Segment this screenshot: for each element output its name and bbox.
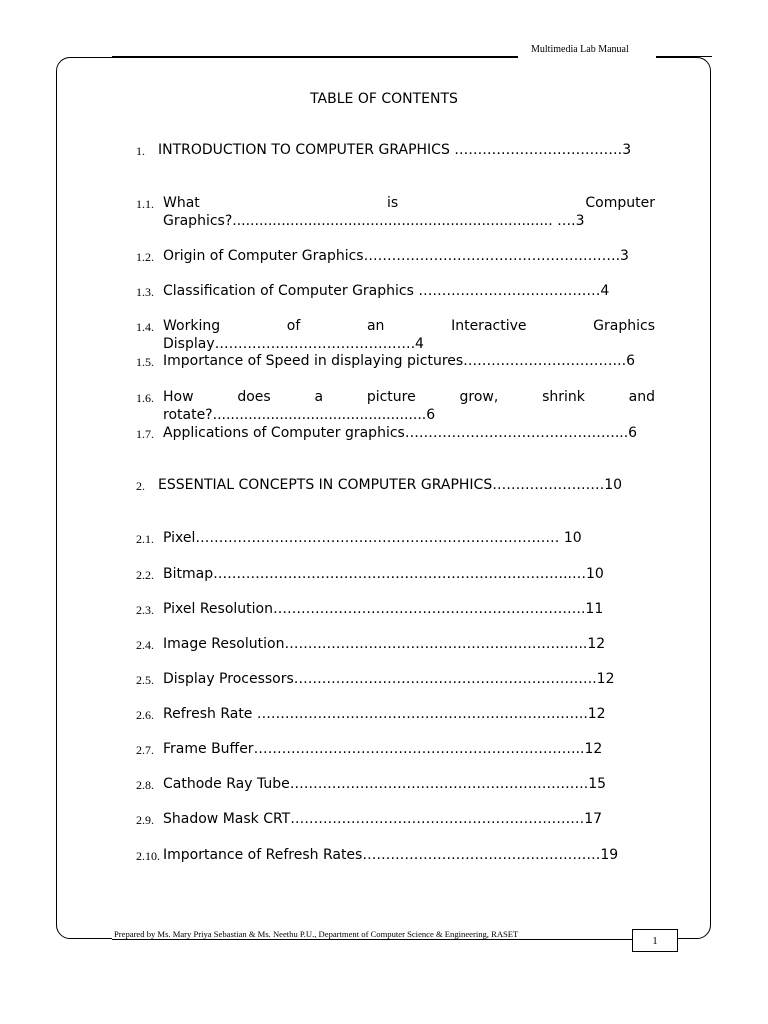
toc-text: Frame Buffer……………………………………………………………..12 — [163, 741, 603, 757]
toc-number: 2.9. — [136, 813, 154, 827]
toc-entry-2-5[interactable] — [136, 671, 655, 689]
toc-text: Importance of Speed in displaying pictures……………………………..6 — [163, 353, 635, 369]
toc-number: 1.3. — [136, 285, 154, 299]
toc-text: What is Computer Graphics?........................................................................ ….3 — [163, 195, 655, 229]
toc-text: Display Processors…………………………………………………….….12 — [163, 671, 615, 687]
header-rule — [112, 56, 518, 57]
toc-number: 2. — [136, 479, 145, 493]
toc-number: 2.6. — [136, 708, 154, 722]
footer-rule — [112, 939, 632, 940]
toc-number: 1.2. — [136, 250, 154, 264]
toc-entry-2-2[interactable] — [136, 566, 655, 584]
manual-title: Multimedia Lab Manual — [531, 44, 629, 55]
toc-number: 1.4. — [136, 320, 154, 334]
toc-number: 1. — [136, 144, 145, 158]
toc-entry-2-9[interactable] — [136, 811, 655, 829]
toc-entry-2-4[interactable] — [136, 636, 655, 654]
toc-number: 1.5. — [136, 355, 154, 369]
page-number: 1 — [632, 929, 678, 952]
toc-entry-1[interactable] — [136, 142, 655, 160]
toc-text: ESSENTIAL CONCEPTS IN COMPUTER GRAPHICS……………………10 — [158, 477, 623, 493]
toc-text: Cathode Ray Tube……………………………………………………….15 — [163, 776, 607, 792]
toc-number: 2.7. — [136, 743, 154, 757]
toc-number: 2.5. — [136, 673, 154, 687]
toc-entry-2-10[interactable] — [136, 847, 655, 865]
toc-text: Origin of Computer Graphics……………………………………………….3 — [163, 248, 629, 264]
toc-text: Applications of Computer graphics………………………………………...6 — [163, 425, 638, 441]
toc-number: 2.8. — [136, 778, 154, 792]
prepared-by-note: Prepared by Ms. Mary Priya Sebastian & Ms. Neethu P.U., Department of Computer Science & Engineering, RASET — [114, 929, 519, 939]
toc-entry-2-1[interactable] — [136, 530, 655, 548]
toc-number: 2.1. — [136, 532, 154, 546]
toc-text: INTRODUCTION TO COMPUTER GRAPHICS ………………………………3 — [158, 142, 632, 158]
toc-text: Image Resolution………………………………………………………..12 — [163, 636, 606, 652]
toc-entry-1-4[interactable] — [136, 318, 655, 353]
toc-number: 2.3. — [136, 603, 154, 617]
toc-entry-2-8[interactable] — [136, 776, 655, 794]
toc-entry-1-1[interactable] — [136, 195, 655, 230]
toc-text: Pixel…………………………………………………………………… 10 — [163, 530, 582, 546]
toc-text: Classification of Computer Graphics …………………………………4 — [163, 283, 610, 299]
toc-text: How does a picture grow, shrink and rotate?................................................6 — [163, 389, 655, 423]
header-rule-right — [656, 56, 712, 57]
toc-text: Working of an Interactive Graphics Display…………………………………….4 — [163, 318, 655, 352]
toc-text: Bitmap…………………………………………………………………..…10 — [163, 566, 604, 582]
toc-entry-1-2[interactable] — [136, 248, 655, 266]
toc-number: 2.2. — [136, 568, 154, 582]
toc-text: Refresh Rate ……………………………………………………………..12 — [163, 706, 606, 722]
toc-entry-2-6[interactable] — [136, 706, 655, 724]
toc-text: Shadow Mask CRT………………………………………………………17 — [163, 811, 603, 827]
toc-entry-2-7[interactable] — [136, 741, 655, 759]
toc-entry-2-3[interactable] — [136, 601, 655, 619]
toc-entry-1-7[interactable] — [136, 425, 655, 443]
toc-number: 1.7. — [136, 427, 154, 441]
page-title: TABLE OF CONTENTS — [310, 91, 458, 107]
toc-number: 1.6. — [136, 391, 154, 405]
toc-text: Importance of Refresh Rates……………………………………………19 — [163, 847, 619, 863]
toc-entry-1-6[interactable] — [136, 389, 655, 424]
toc-number: 1.1. — [136, 197, 154, 211]
page-border — [56, 57, 711, 939]
toc-entry-1-3[interactable] — [136, 283, 655, 301]
toc-number: 2.4. — [136, 638, 154, 652]
toc-text: Pixel Resolution………………………………………………………….11 — [163, 601, 604, 617]
toc-entry-2[interactable] — [136, 477, 655, 495]
toc-number: 2.10. — [136, 849, 160, 863]
toc-entry-1-5[interactable] — [136, 353, 655, 371]
